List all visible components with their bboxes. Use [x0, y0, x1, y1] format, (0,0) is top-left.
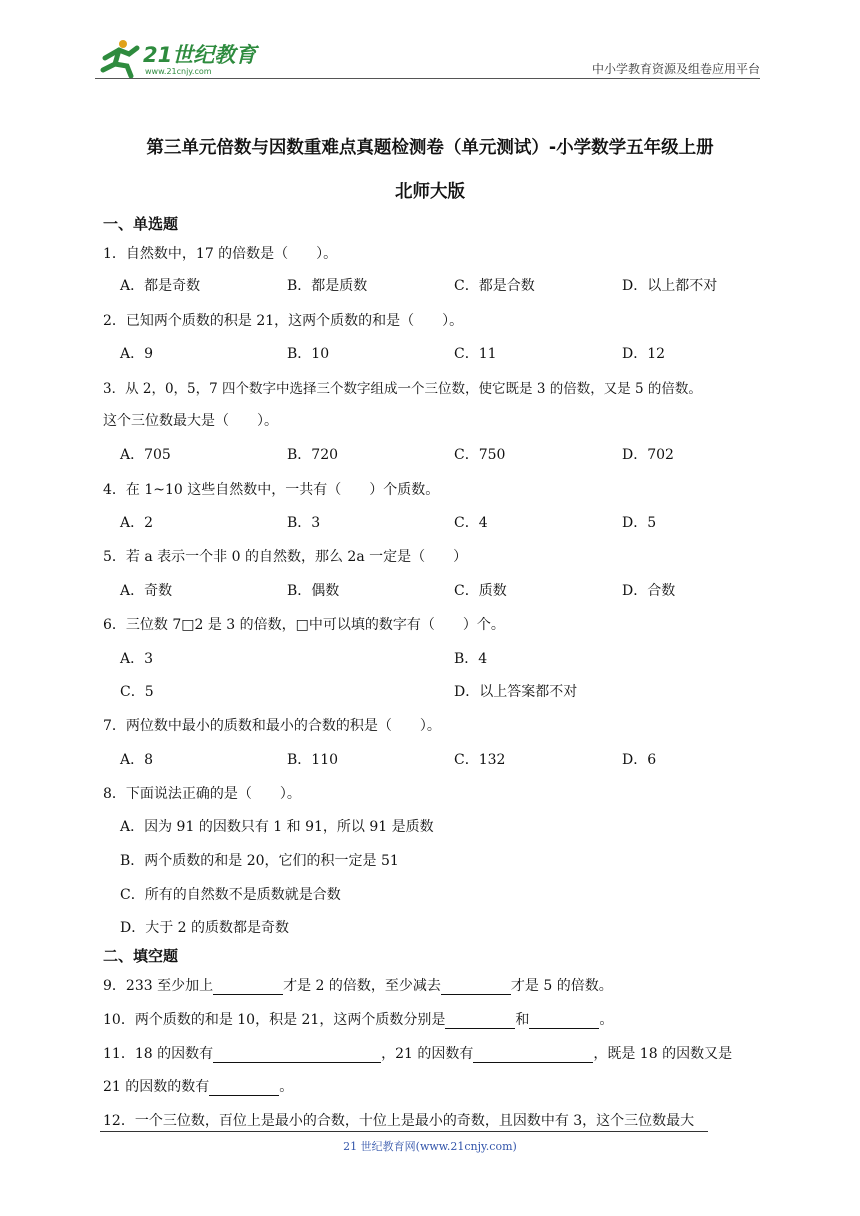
runner-icon [103, 40, 137, 76]
option-c: C．质数 [454, 583, 507, 599]
page-header [95, 30, 760, 80]
question-11 [103, 1043, 732, 1063]
option-b: B．3 [287, 515, 321, 531]
footer-divider [100, 1131, 708, 1132]
answer-blank[interactable] [213, 1047, 381, 1063]
question-text: 。 [279, 1079, 294, 1095]
question-text: 和 [515, 1012, 530, 1028]
option-c: C．所有的自然数不是质数就是合数 [120, 887, 341, 903]
option-b: B．10 [287, 346, 330, 362]
option-c: C．750 [454, 447, 506, 463]
question-1: 1．自然数中，17 的倍数是（ ）。 [103, 246, 338, 262]
logo-text: 21世纪教育 [143, 43, 257, 67]
option-d: D．以上答案都不对 [454, 684, 578, 700]
answer-blank[interactable] [213, 979, 283, 995]
option-a: A．奇数 [120, 583, 173, 599]
option-b: B．都是质数 [287, 278, 368, 294]
question-7: 7．两位数中最小的质数和最小的合数的积是（ ）。 [103, 718, 441, 734]
option-d: D．大于 2 的质数都是奇数 [120, 920, 290, 936]
question-text: 才是 5 的倍数。 [510, 978, 613, 994]
question-3: 3．从 2，0，5，7 四个数字中选择三个数字组成一个三位数，使它既是 3 的倍数，又是 5 的倍数。 [103, 381, 702, 397]
question-9 [103, 975, 613, 995]
question-8: 8．下面说法正确的是（ ）。 [103, 786, 301, 802]
option-b: B．110 [287, 752, 339, 768]
answer-blank[interactable] [209, 1080, 279, 1096]
question-12: 12．一个三位数，百位上是最小的合数，十位上是最小的奇数，且因数中有 3，这个三位数最大 [103, 1113, 695, 1129]
header-platform-text: 中小学教育资源及组卷应用平台 [591, 62, 760, 76]
section-heading: 二、填空题 [103, 947, 179, 965]
question-text: 9．233 至少加上 [103, 978, 214, 994]
header-divider [95, 78, 760, 79]
option-c: C．5 [120, 684, 154, 700]
logo [95, 36, 265, 78]
question-text: ，21 的因数有 [381, 1046, 474, 1062]
option-d: D．702 [622, 447, 674, 463]
option-d: D．6 [622, 752, 657, 768]
question-6: 6．三位数 7□2 是 3 的倍数，□中可以填的数字有（ ）个。 [103, 617, 505, 633]
question-text: 21 的因数的数有 [103, 1079, 210, 1095]
option-a: A．3 [120, 651, 154, 667]
question-2: 2．已知两个质数的积是 21，这两个质数的和是（ ）。 [103, 313, 464, 329]
question-4: 4．在 1~10 这些自然数中，一共有（ ）个质数。 [103, 482, 440, 498]
option-b: B．4 [454, 651, 488, 667]
option-c: C．132 [454, 752, 506, 768]
option-a: A．2 [120, 515, 154, 531]
option-b: B．偶数 [287, 583, 340, 599]
answer-blank[interactable] [445, 1013, 515, 1029]
question-text: ，既是 18 的因数又是 [593, 1046, 733, 1062]
option-a: A．因为 91 的因数只有 1 和 91，所以 91 是质数 [120, 819, 434, 835]
logo-url: www.21cnjy.com [145, 67, 212, 76]
option-b: B．两个质数的和是 20，它们的积一定是 51 [120, 853, 399, 869]
page-subtitle: 北师大版 [395, 182, 465, 202]
option-d: D．12 [622, 346, 666, 362]
option-a: A．都是奇数 [120, 278, 201, 294]
option-a: A．705 [120, 447, 171, 463]
option-d: D．5 [622, 515, 657, 531]
question-3-cont: 这个三位数最大是（ ）。 [103, 413, 278, 429]
question-5: 5．若 a 表示一个非 0 的自然数，那么 2a 一定是（ ） [103, 549, 468, 565]
option-c: C．都是合数 [454, 278, 535, 294]
answer-blank[interactable] [529, 1013, 599, 1029]
option-b: B．720 [287, 447, 339, 463]
question-text: 。 [599, 1012, 614, 1028]
question-11-cont [103, 1076, 293, 1096]
question-text: 11．18 的因数有 [103, 1046, 214, 1062]
question-10 [103, 1009, 613, 1029]
option-d: D．以上都不对 [622, 278, 718, 294]
option-d: D．合数 [622, 583, 676, 599]
option-c: C．4 [454, 515, 488, 531]
question-text: 才是 2 的倍数，至少减去 [283, 978, 441, 994]
section-heading: 一、单选题 [103, 215, 179, 233]
answer-blank[interactable] [473, 1047, 593, 1063]
page-footer: 21 世纪教育网(www.21cnjy.com) [343, 1140, 517, 1153]
answer-blank[interactable] [441, 979, 511, 995]
option-c: C．11 [454, 346, 497, 362]
question-text: 10．两个质数的和是 10，积是 21，这两个质数分别是 [103, 1012, 446, 1028]
page-title: 第三单元倍数与因数重难点真题检测卷（单元测试）-小学数学五年级上册 [146, 138, 714, 158]
option-a: A．8 [120, 752, 154, 768]
option-a: A．9 [120, 346, 154, 362]
